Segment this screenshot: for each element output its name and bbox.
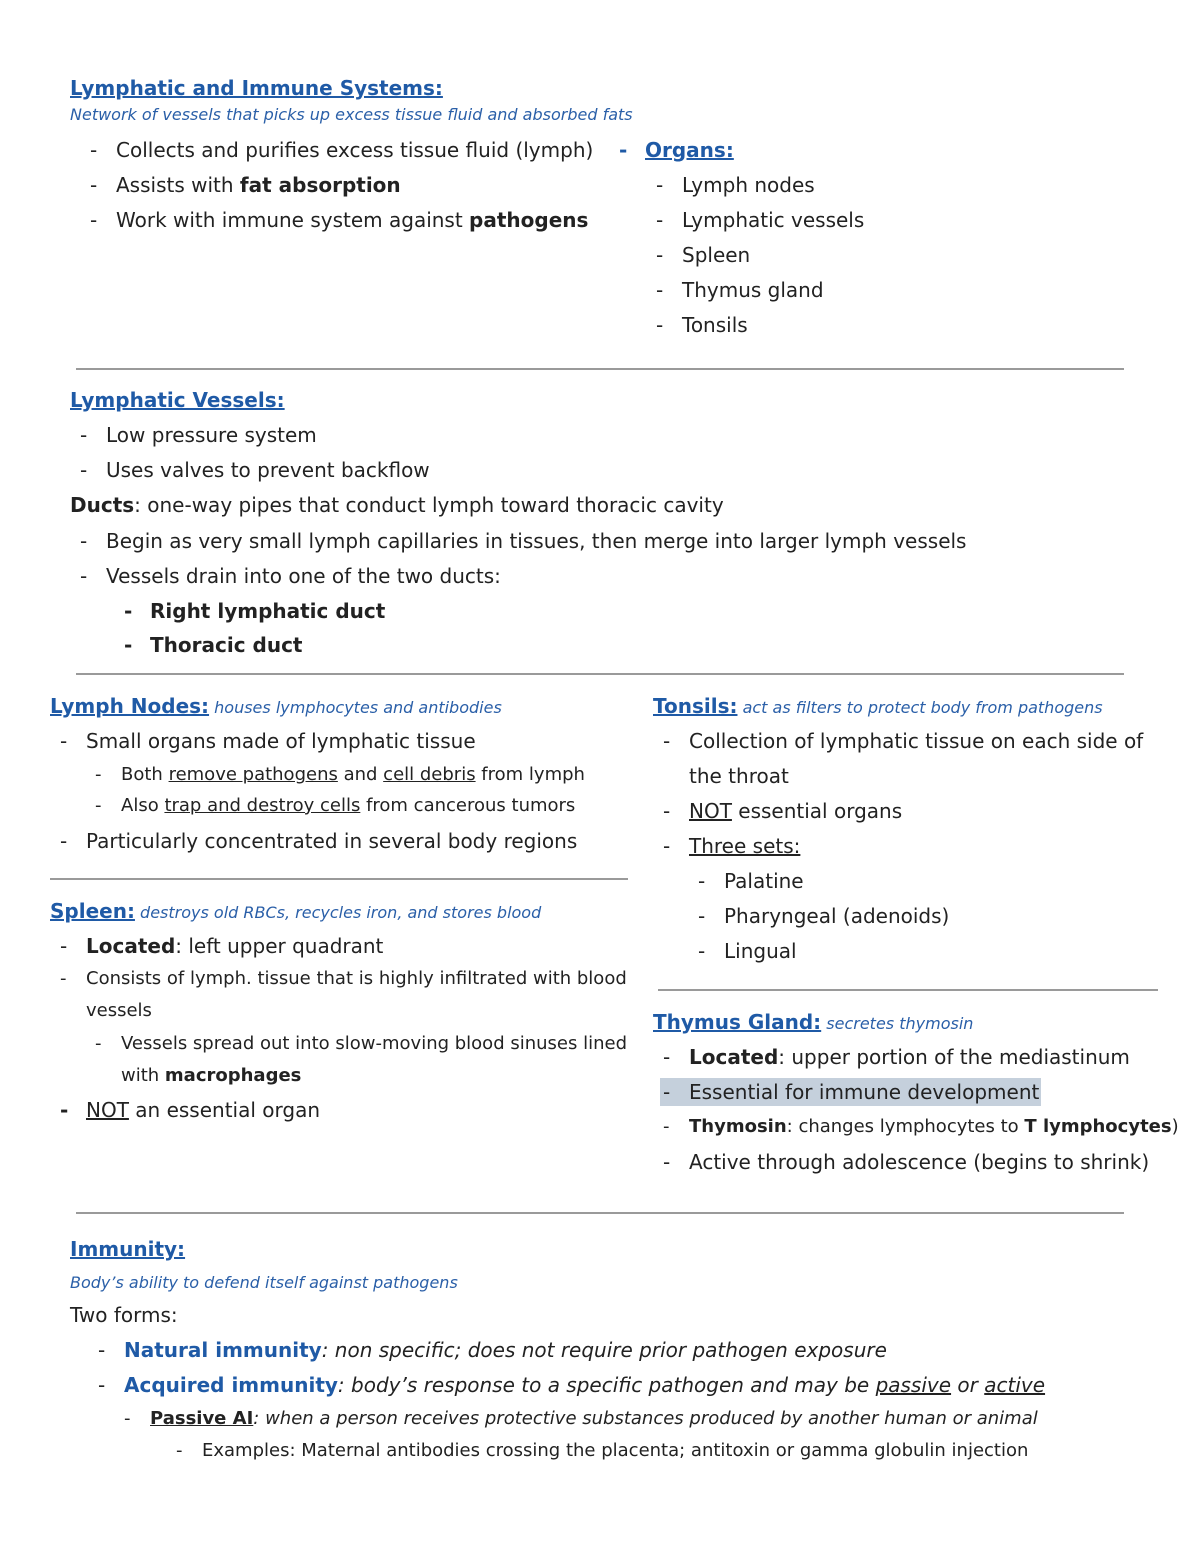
divider [658, 989, 1158, 991]
list-item: - Thymosin: changes lymphocytes to T lymphocytes) [663, 1116, 1179, 1137]
list-item: - Collection of lymphatic tissue on each side of [663, 729, 1144, 753]
divider [76, 1212, 1124, 1214]
section-title-immunity: Immunity: [70, 1237, 186, 1261]
list-item: - Small organs made of lymphatic tissue [60, 729, 476, 753]
ducts-definition: Ducts: one-way pipes that conduct lymph toward thoracic cavity [70, 493, 724, 517]
list-item: - Collects and purifies excess tissue fluid (lymph) [90, 138, 594, 162]
list-item: - Lymph nodes [656, 173, 815, 197]
thymus-heading: Thymus Gland: secretes thymosin [653, 1010, 974, 1034]
two-forms-label: Two forms: [70, 1303, 178, 1327]
list-item: - Pharyngeal (adenoids) [698, 904, 950, 928]
list-item: - NOT essential organs [663, 799, 903, 823]
divider [76, 368, 1124, 370]
list-item: - Vessels spread out into slow-moving blood sinuses lined [95, 1033, 628, 1054]
list-item: - Three sets: [663, 834, 801, 858]
list-item: - Assists with fat absorption [90, 173, 401, 197]
list-item: - Passive AI: when a person receives protective substances produced by another human or animal [124, 1408, 1038, 1429]
list-item: - Located: upper portion of the mediastinum [663, 1045, 1130, 1069]
divider [76, 673, 1124, 675]
list-item: - Work with immune system against pathogens [90, 208, 589, 232]
highlighted-list-item: - Essential for immune development [660, 1078, 1041, 1106]
list-item: - Low pressure system [80, 423, 317, 447]
list-item: - Right lymphatic duct [124, 599, 386, 623]
list-item: - Spleen [656, 243, 751, 267]
list-item-continuation: the throat [689, 764, 789, 788]
list-item: - Examples: Maternal antibodies crossing the placenta; antitoxin or gamma globulin injection [176, 1440, 1029, 1461]
list-item: - Uses valves to prevent backflow [80, 458, 430, 482]
spleen-heading: Spleen: destroys old RBCs, recycles iron, and stores blood [50, 899, 542, 923]
section-subtitle: Network of vessels that picks up excess tissue fluid and absorbed fats [70, 105, 633, 124]
list-item: - Also trap and destroy cells from cancerous tumors [95, 795, 576, 816]
list-item: - Thymus gland [656, 278, 824, 302]
lymph-nodes-heading: Lymph Nodes: houses lymphocytes and antibodies [50, 694, 502, 718]
list-item-continuation: vessels [86, 1000, 152, 1021]
list-item: - Palatine [698, 869, 804, 893]
list-item: - Begin as very small lymph capillaries in tissues, then merge into larger lymph vessels [80, 529, 967, 553]
list-item: - Particularly concentrated in several body regions [60, 829, 578, 853]
list-item-continuation: with macrophages [121, 1065, 302, 1086]
list-item: - Lymphatic vessels [656, 208, 865, 232]
list-item: - Natural immunity: non specific; does not require prior pathogen exposure [98, 1338, 887, 1362]
list-item: - Consists of lymph. tissue that is highly infiltrated with blood [60, 968, 627, 989]
list-item: - Thoracic duct [124, 633, 303, 657]
organs-heading: - Organs: [619, 138, 734, 162]
list-item: - Both remove pathogens and cell debris from lymph [95, 764, 585, 785]
section-subtitle: Body’s ability to defend itself against pathogens [70, 1273, 458, 1292]
list-item: - Lingual [698, 939, 797, 963]
tonsils-heading: Tonsils: act as filters to protect body from pathogens [653, 694, 1103, 718]
list-item: - Located: left upper quadrant [60, 934, 384, 958]
list-item: - Active through adolescence (begins to shrink) [663, 1150, 1150, 1174]
list-item: - Vessels drain into one of the two ducts: [80, 564, 501, 588]
list-item: - NOT an essential organ [60, 1098, 320, 1122]
section-title-lymphatic-immune: Lymphatic and Immune Systems: [70, 76, 443, 100]
list-item: - Tonsils [656, 313, 748, 337]
section-title-lymphatic-vessels: Lymphatic Vessels: [70, 388, 285, 412]
list-item: - Acquired immunity: body’s response to a specific pathogen and may be passive or active [98, 1373, 1046, 1397]
divider [50, 878, 628, 880]
